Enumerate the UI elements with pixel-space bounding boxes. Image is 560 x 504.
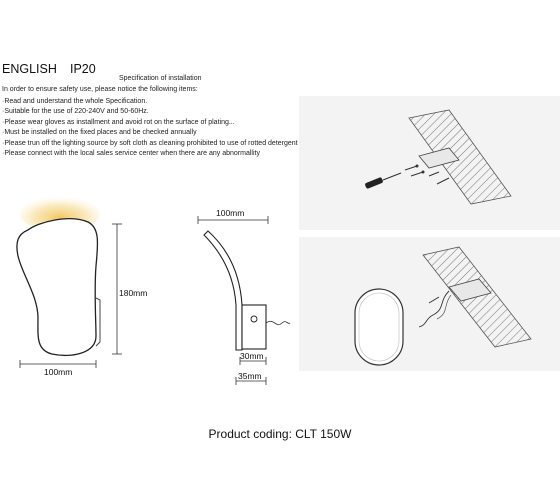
bracket-mounting-illustration bbox=[299, 96, 560, 230]
spec-title: Specification of installation bbox=[119, 75, 202, 82]
spec-rule: ·Please connect with the local sales service center when there are any abnormallity bbox=[2, 150, 260, 158]
mounting-plate bbox=[242, 305, 266, 349]
screwdriver-icon bbox=[365, 173, 401, 189]
base-dimension-label: 35mm bbox=[238, 371, 262, 381]
plate-dimension-label: 30mm bbox=[240, 351, 264, 361]
installation-step-2-panel bbox=[299, 237, 560, 371]
spec-rule: ·Suitable for the use of 220-240V and 50-60Hz. bbox=[2, 108, 149, 116]
ip-rating-label: IP20 bbox=[70, 62, 96, 76]
lamp-arm-profile bbox=[204, 231, 242, 350]
power-wire bbox=[419, 291, 449, 327]
lamp-attach-illustration bbox=[299, 237, 560, 371]
screw-icon bbox=[422, 171, 425, 174]
spec-rules-list bbox=[2, 97, 298, 159]
installation-step-1-panel bbox=[299, 96, 560, 230]
lamp-body-illustration bbox=[355, 289, 403, 365]
spec-rule: ·Read and understand the whole Specification. bbox=[2, 98, 148, 105]
spec-intro: In order to ensure safety use, please notice the following items: bbox=[2, 86, 198, 93]
front-width-dimension-label: 100mm bbox=[44, 367, 73, 377]
height-dimension-label: 180mm bbox=[119, 288, 148, 298]
screw-icon bbox=[416, 165, 419, 168]
cable-lead bbox=[266, 321, 290, 324]
language-label: ENGLISH bbox=[2, 62, 57, 76]
depth-dimension-label: 100mm bbox=[216, 208, 245, 218]
side-view-drawing bbox=[190, 205, 300, 395]
product-coding: Product coding: CLT 150W bbox=[208, 427, 352, 441]
spec-rule: ·Please wear gloves as installment and avoid rot on the surface of plating... bbox=[2, 118, 235, 126]
front-view-drawing bbox=[0, 196, 130, 386]
lamp-outline bbox=[17, 219, 98, 356]
spec-rule: ·Must be installed on the fixed places and be checked annually bbox=[2, 129, 197, 137]
spec-rule: ·Please trun off the lighting source by soft cloth as cleaning prohibited to use of rotted detergent bbox=[2, 139, 298, 147]
